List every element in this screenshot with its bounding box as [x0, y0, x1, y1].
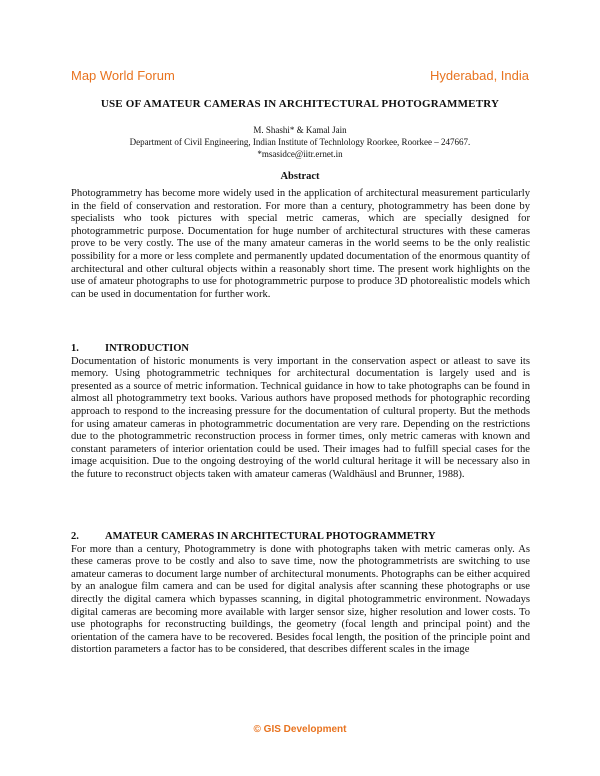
- section-text: For more than a century, Photogrammetry is done with photographs taken with metric cameras only. As these cameras prove to be costly and also to save time, now the photogrammetrists are switching to use amateur cameras to document large number of architectural monuments. Photographs can be either acquired by an analogue film camera and can be used for digital analysis after scanning these photographs or use directly the digital camera which bypasses scanning, in digital photogrammetric environment. Nowadays digital cameras are becoming more available with larger sensor size, higher resolution and lower costs. To use photographs for reconstructing buildings, the geometry (focal length and principal point) and the orientation of the camera have to be recovered. Besides focal length, the position of the principle point and distortion parameters a factor has to be considered, that describes different scales in the image: [71, 543, 530, 656]
- section-heading: [71, 531, 530, 544]
- header-right: Hyderabad, India: [429, 68, 529, 83]
- section-number: 2.: [71, 531, 79, 542]
- section-text: Documentation of historic monuments is very important in the conservation aspect or atleast to save its memory. Using photogrammetric techniques for architectural documentation is largely used and is presented as a source of metric information. Technical guidance in how to take photographs can be found in almost all photogrammetry text books. Various authors have proposed methods for photographic recording approach to respond to the increasing pressure for the documentation of cultural property. But the methods for using amateur cameras in photogrammetric documentation are very rare. Depending on the restrictions due to the photogrammetric reconstruction process in former times, only metric cameras with known and constant parameters of interior orientation could be used. Their images had to fulfill special cases for the image acquisition. Due to the ongoing destroying of the world cultural heritage it will be necessary also in the future to reconstruct objects taken with amateur cameras (Waldhäusl and Brunner, 1988).: [71, 355, 530, 480]
- section-title: INTRODUCTION: [105, 343, 190, 354]
- abstract-heading: Abstract: [280, 171, 320, 182]
- authors: M. Shashi* & Kamal Jain: [253, 125, 347, 135]
- abstract-text: Photogrammetry has become more widely used in the application of architectural measurement particularly in the field of conservation and restoration. For more than a century, photogrammetry has been done by specialists who took pictures with special metric cameras, which are specially designed for photogrammetric purpose. Documentation for huge number of architectural structures with these cameras prove to be very costly. The use of the many amateur cameras in the world seems to be the only realistic possibility for a more or less complete and permanently updated documentation of the enormous quantity of architectural and other cultural objects within a reasonably short time. The present work highlights on the use of amateur photographs to use for photogrammetric purpose to produce 3D photorealistic models which can be used in documentation for further work.: [71, 188, 530, 300]
- section-amateur-cameras: [71, 531, 530, 657]
- section-number: 1.: [71, 343, 79, 354]
- running-header: [71, 68, 529, 83]
- affiliation: Department of Civil Engineering, Indian Institute of Technlology Roorkee, Roorkee – 247667.: [129, 137, 471, 147]
- author-block: [40, 124, 560, 160]
- email: *msasidce@iitr.ernet.in: [257, 149, 343, 159]
- footer-copyright: © GIS Development: [253, 724, 347, 735]
- paper-title: USE OF AMATEUR CAMERAS IN ARCHITECTURAL PHOTOGRAMMETRY: [100, 98, 500, 110]
- abstract-section: [71, 188, 530, 301]
- section-title: AMATEUR CAMERAS IN ARCHITECTURAL PHOTOGRAMMETRY: [105, 531, 436, 542]
- header-left: Map World Forum: [71, 68, 175, 83]
- section-introduction: [71, 343, 530, 482]
- section-heading: [71, 343, 530, 356]
